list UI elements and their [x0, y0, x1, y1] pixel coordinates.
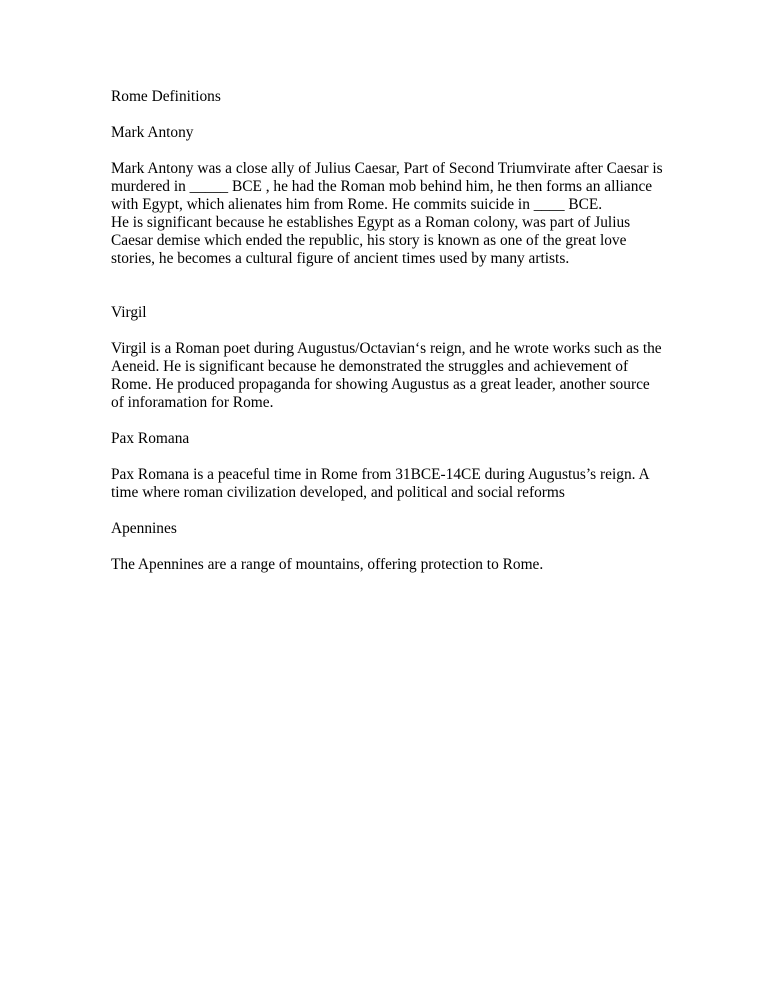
term-heading: Pax Romana — [111, 430, 190, 447]
definition-paragraph — [111, 556, 711, 574]
definition-paragraph — [111, 466, 711, 502]
definition-line: with Egypt, which alienates him from Rome. He commits suicide in ____ BCE. — [111, 196, 603, 213]
definition-line: time where roman civilization developed, and political and social reforms — [111, 484, 565, 501]
term-heading: Mark Antony — [111, 124, 194, 141]
term-heading: Virgil — [111, 304, 147, 321]
definition-paragraph — [111, 340, 711, 412]
definition-line: Pax Romana is a peaceful time in Rome from 31BCE-14CE during Augustus’s reign. A — [111, 466, 650, 483]
term-heading: Apennines — [111, 520, 177, 537]
definition-line: Caesar demise which ended the republic, his story is known as one of the great love — [111, 232, 627, 249]
definition-line: He is significant because he establishes Egypt as a Roman colony, was part of Julius — [111, 214, 631, 231]
definition-line: Rome. He produced propaganda for showing Augustus as a great leader, another source — [111, 376, 650, 393]
definition-paragraph — [111, 160, 711, 268]
definition-line: Mark Antony was a close ally of Julius Caesar, Part of Second Triumvirate after Caesar is — [111, 160, 663, 177]
definition-line: murdered in _____ BCE , he had the Roman mob behind him, he then forms an alliance — [111, 178, 653, 195]
definition-line: The Apennines are a range of mountains, offering protection to Rome. — [111, 556, 544, 573]
definition-line: stories, he becomes a cultural figure of ancient times used by many artists. — [111, 250, 570, 267]
definition-line: Virgil is a Roman poet during Augustus/Octavian‘s reign, and he wrote works such as the — [111, 340, 662, 357]
definition-line: of inforamation for Rome. — [111, 394, 274, 411]
definition-line: Aeneid. He is significant because he demonstrated the struggles and achievement of — [111, 358, 629, 375]
document-body — [111, 88, 711, 574]
document-title: Rome Definitions — [111, 88, 221, 105]
